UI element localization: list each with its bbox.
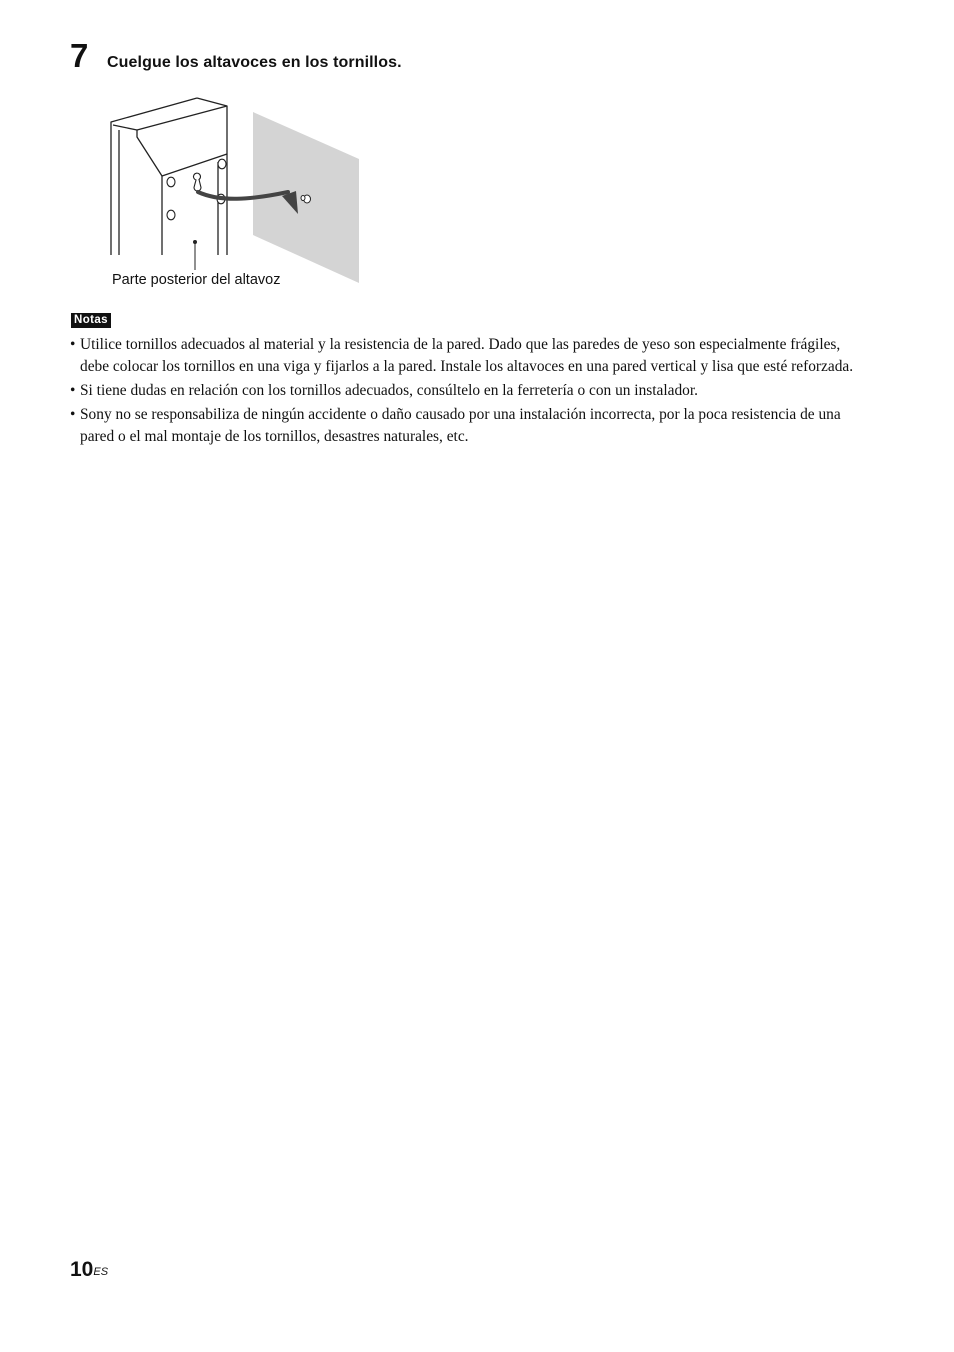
note-item xyxy=(70,334,870,378)
notes-label: Notas xyxy=(71,313,111,328)
page-language-suffix: ES xyxy=(93,1266,109,1278)
note-text: Utilice tornillos adecuados al material y la resistencia de la pared. Dado que las paredes de yeso son especialmente frágiles, debe colocar los tornillos en una viga y fijarlos a la pared. Instale los altavoces en una pared vertical y lisa que esté reforzada. xyxy=(80,336,854,375)
note-text: Si tiene dudas en relación con los tornillos adecuados, consúltelo en la ferretería o con un instalador. xyxy=(80,382,698,399)
page-number-value: 10 xyxy=(70,1258,94,1281)
figure-caption: Parte posterior del altavoz xyxy=(112,272,281,288)
mount-hole-top-right xyxy=(218,159,226,169)
speaker-front-bevel xyxy=(137,130,227,176)
speaker-left-edge xyxy=(111,98,197,255)
notes-list xyxy=(70,334,870,450)
note-text: Sony no se responsabiliza de ningún accidente o daño causado por una instalación incorrecta, por la poca resistencia de una pared o el mal montaje de los tornillos, desastres naturales, etc. xyxy=(80,406,841,445)
mount-hole-bottom-left xyxy=(167,210,175,220)
note-item xyxy=(70,404,870,448)
keyhole-slot xyxy=(193,173,201,191)
speaker-inner-top xyxy=(113,106,227,130)
step-title: Cuelgue los altavoces en los tornillos. xyxy=(107,54,402,71)
note-item xyxy=(70,380,870,402)
bullet-icon: • xyxy=(70,406,76,423)
bullet-icon: • xyxy=(70,336,76,353)
page-number xyxy=(70,1256,108,1284)
speaker-top-right-edge xyxy=(197,98,227,255)
mount-hole-top-left xyxy=(167,177,175,187)
speaker-wall-mount-illustration xyxy=(100,92,370,292)
bullet-icon: • xyxy=(70,382,76,399)
caption-leader-dot xyxy=(193,240,197,244)
step-number: 7 xyxy=(70,37,89,74)
